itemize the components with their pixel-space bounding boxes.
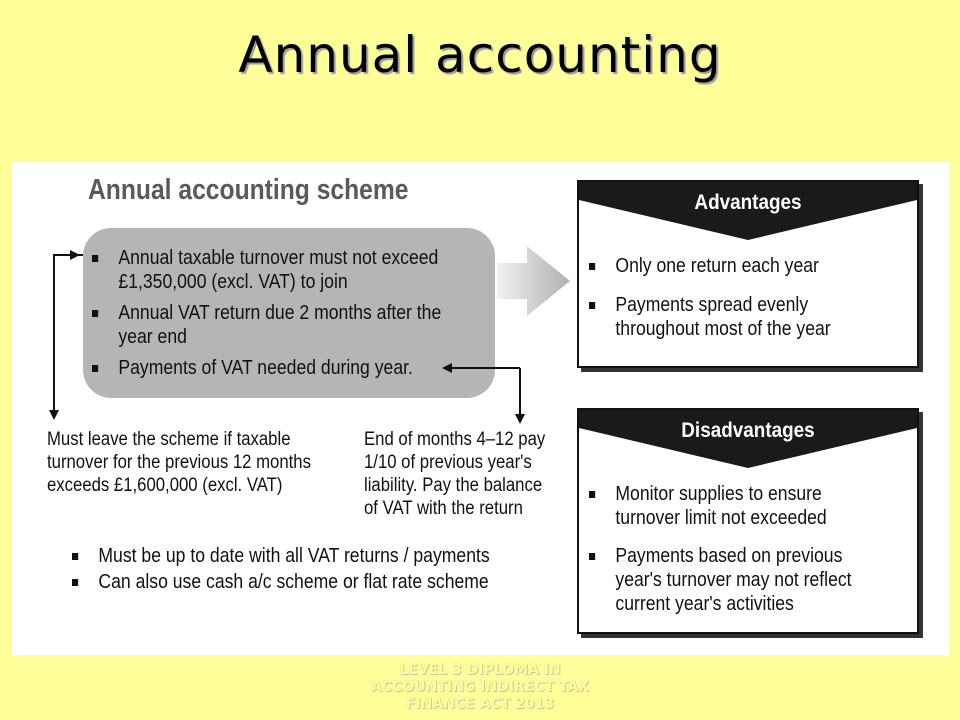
- left-bracket-arrow: [54, 255, 83, 418]
- slide-title: Annual accounting: [238, 26, 722, 84]
- disadvantage-text: Monitor supplies to ensure turnover limit not exceeded: [615, 483, 827, 529]
- requirement-text: Annual VAT return due 2 months after the year end: [118, 302, 442, 348]
- payment-schedule-note: End of months 4–12 pay 1/10 of previous year's liability. Pay the balance of VAT with the return: [364, 429, 546, 519]
- advantages-title: Advantages: [694, 191, 802, 214]
- disadvantage-text: Payments based on previous year's turnover may not reflect current year's activities: [615, 545, 852, 615]
- flow-arrow-icon: [497, 246, 570, 316]
- condition-text: Can also use cash a/c scheme or flat rate scheme: [98, 571, 489, 593]
- diagram-heading: Annual accounting scheme: [88, 174, 409, 206]
- advantage-text: Payments spread evenly throughout most of the year: [615, 294, 831, 340]
- advantage-text: Only one return each year: [615, 255, 819, 277]
- leave-scheme-note: Must leave the scheme if taxable turnover for the previous 12 months exceeds £1,600,000 (excl. VAT): [47, 429, 311, 496]
- requirement-text: Annual taxable turnover must not exceed £1,350,000 (excl. VAT) to join: [118, 247, 439, 293]
- disadvantages-title: Disadvantages: [681, 419, 815, 442]
- condition-text: Must be up to date with all VAT returns / payments: [98, 545, 490, 567]
- requirement-text: Payments of VAT needed during year.: [118, 357, 413, 379]
- slide-footer: LEVEL 3 DIPLOMA IN ACCOUNTING INDIRECT TAX FINANCE ACT 2013: [370, 662, 590, 712]
